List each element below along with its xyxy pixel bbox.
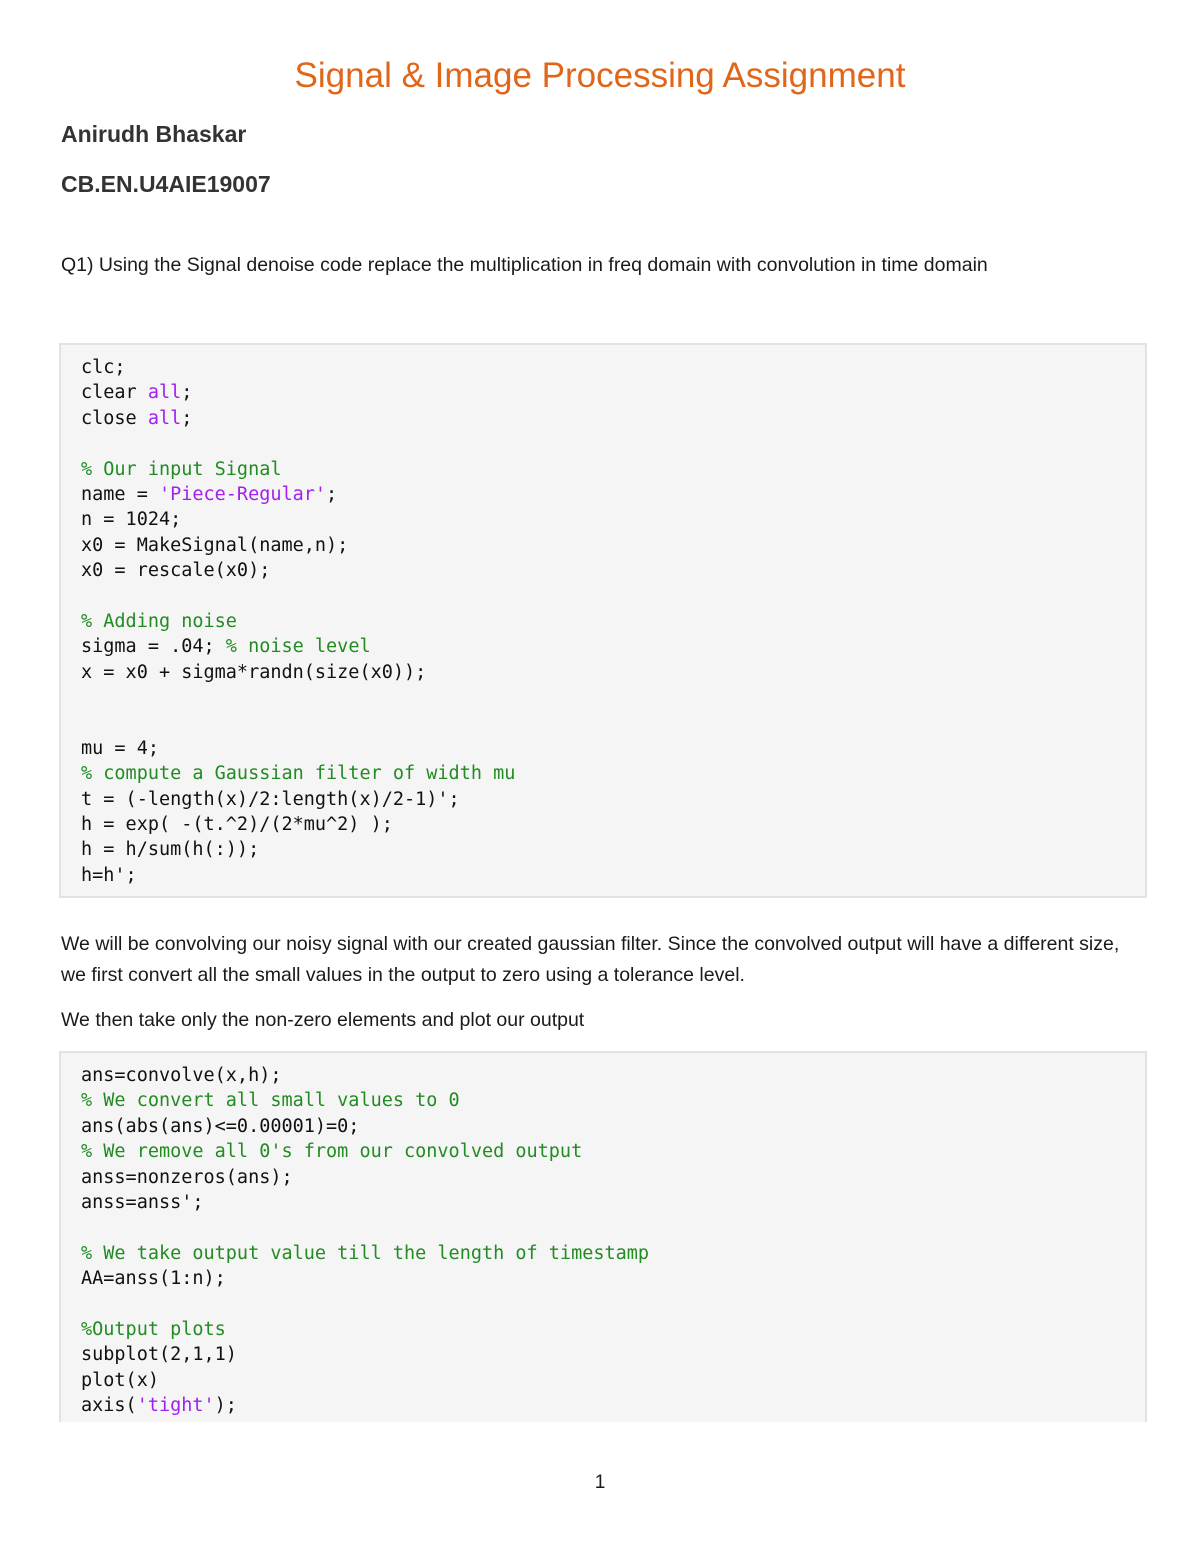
code-comment: % Adding noise — [81, 610, 237, 632]
code-line — [81, 431, 1125, 456]
code-text: anss=anss'; — [81, 1191, 204, 1213]
code-text: ans=convolve(x,h); — [81, 1065, 282, 1086]
code-keyword: all — [147, 382, 182, 404]
code-line — [81, 533, 1125, 558]
code-string: 'tight' — [136, 1395, 215, 1417]
code-line — [81, 1342, 1125, 1367]
roll-number: CB.EN.U4AIE19007 — [61, 171, 271, 197]
author-name: Anirudh Bhaskar — [61, 121, 247, 147]
code-line — [81, 1292, 1125, 1317]
code-comment: %Output plots — [81, 1318, 226, 1340]
code-text: ans(abs(ans)<=0.00001)=0; — [81, 1115, 360, 1137]
code-line — [81, 1190, 1125, 1215]
code-line — [81, 457, 1125, 482]
code-line — [81, 761, 1125, 786]
code-block-2 — [59, 1051, 1147, 1422]
code-line — [81, 507, 1125, 532]
code-keyword: all — [147, 407, 182, 429]
code-line — [81, 380, 1125, 405]
code-line — [81, 482, 1125, 507]
code-line — [81, 1139, 1125, 1164]
code-line — [81, 736, 1125, 761]
code-line — [81, 355, 1125, 380]
code-line — [81, 1266, 1125, 1291]
code-line — [81, 1088, 1125, 1113]
code-line — [81, 1393, 1125, 1418]
code-text: x0 = MakeSignal(name,n); — [81, 534, 349, 556]
code-line — [81, 1114, 1125, 1139]
code-comment: % We take output value till the length of timestamp — [81, 1242, 650, 1264]
code-text: name = — [81, 483, 159, 505]
code-text: h = h/sum(h(:)); — [81, 839, 260, 861]
code-text: subplot(2,1,1) — [81, 1344, 237, 1366]
code-text: ; — [181, 407, 193, 429]
code-line — [81, 1317, 1125, 1342]
code-line — [81, 863, 1125, 888]
code-text: x = x0 + sigma*randn(size(x0)); — [81, 661, 427, 683]
code-comment: % We remove all 0's from our convolved output — [81, 1141, 583, 1163]
code-comment: % Our input Signal — [81, 458, 282, 480]
code-line — [81, 558, 1125, 583]
code-text: ; — [181, 382, 193, 404]
code-text: h=h'; — [81, 864, 137, 886]
code-text: h = exp( -(t.^2)/(2*mu^2) ); — [81, 814, 393, 836]
code-text: close — [81, 407, 148, 429]
code-line — [81, 609, 1125, 634]
code-text: t = (-length(x)/2:length(x)/2-1)'; — [81, 788, 460, 810]
code-line — [81, 1063, 1125, 1088]
code-line — [81, 837, 1125, 862]
code-comment: % compute a Gaussian filter of width mu — [81, 763, 516, 785]
code-text: n = 1024; — [81, 509, 182, 531]
code-line — [81, 634, 1125, 659]
code-line — [81, 812, 1125, 837]
code-text: x0 = rescale(x0); — [81, 560, 271, 582]
explanation-paragraph-2: We then take only the non-zero elements and plot our output — [61, 1009, 585, 1031]
code-comment: % We convert all small values to 0 — [81, 1090, 460, 1112]
code-text: clear — [81, 382, 148, 404]
question-text: Q1) Using the Signal denoise code replace the multiplication in freq domain with convolution in time domain — [61, 254, 988, 276]
code-text: anss=nonzeros(ans); — [81, 1166, 293, 1188]
code-line — [81, 1368, 1125, 1393]
code-text: ); — [214, 1395, 237, 1417]
code-text: clc; — [81, 357, 126, 378]
code-text: ; — [326, 483, 338, 505]
code-text: mu = 4; — [81, 737, 159, 759]
code-block-1 — [59, 343, 1147, 898]
code-line — [81, 1241, 1125, 1266]
code-line — [81, 710, 1125, 735]
code-line — [81, 1215, 1125, 1240]
document-title: Signal & Image Processing Assignment — [294, 56, 906, 95]
code-line — [81, 660, 1125, 685]
explanation-paragraph-1: We will be convolving our noisy signal with our created gaussian filter. Since the convolved output will have a different size, we first convert all the small values in the output to zero using a tolerance level. — [61, 933, 1120, 986]
code-text: sigma = .04; — [81, 636, 226, 658]
code-line — [81, 584, 1125, 609]
code-line — [81, 685, 1125, 710]
code-string: 'Piece-Regular' — [158, 483, 327, 505]
code-text: plot(x) — [81, 1369, 159, 1391]
code-text: AA=anss(1:n); — [81, 1268, 226, 1290]
code-text: axis( — [81, 1395, 137, 1417]
page-number: 1 — [594, 1472, 606, 1493]
code-line — [81, 406, 1125, 431]
code-line — [81, 1165, 1125, 1190]
code-line — [81, 787, 1125, 812]
code-comment: % noise level — [225, 636, 371, 658]
